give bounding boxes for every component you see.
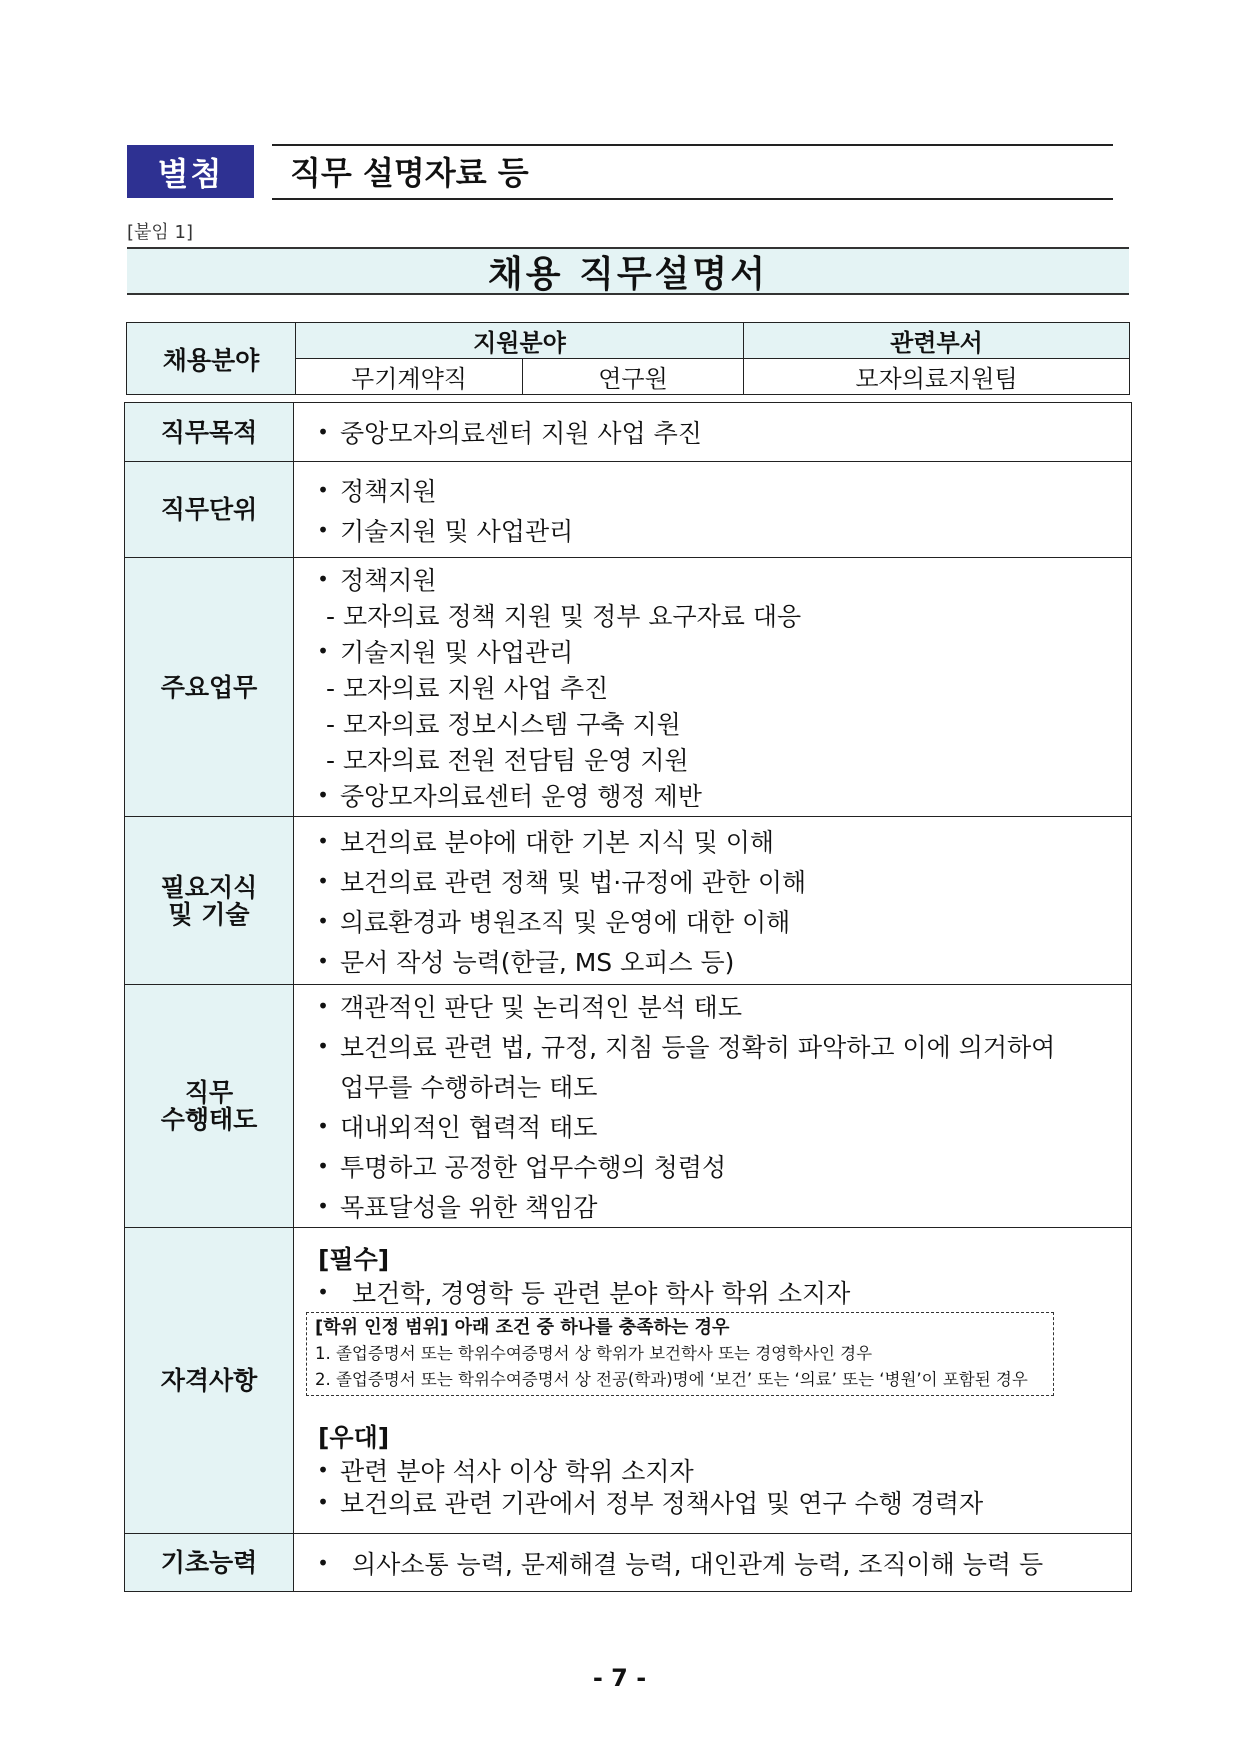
basic-label: 기초능력 [125,1534,294,1592]
list-item-continuation: 업무를 수행하려는 태도 [340,1073,598,1102]
skills-content [294,817,1132,985]
list-item: • 관련 분야 석사 이상 학위 소지자 [317,1456,694,1486]
qualifications-label: 자격사항 [125,1228,294,1534]
list-item: • 대내외적인 협력적 태도 [317,1113,598,1142]
degree-recognition-box [306,1312,1054,1396]
list-item: • 의사소통 능력, 문제해결 능력, 대인관계 능력, 조직이해 능력 등 [317,1549,1044,1579]
units-label: 직무단위 [125,462,294,558]
sub-item: - 모자의료 전원 전담팀 운영 지원 [326,746,689,775]
contract-type: 무기계약직 [296,359,523,395]
list-item: • 보건의료 관련 정책 및 법·규정에 관한 이해 [317,867,807,897]
sub-item: - 모자의료 정보시스템 구축 지원 [326,710,681,739]
list-item: • 기술지원 및 사업관리 [317,516,574,546]
header-rule-top [272,144,1113,146]
row-duties [125,558,1132,817]
list-item: • 목표달성을 위한 책임감 [317,1193,598,1222]
duties-label: 주요업무 [125,558,294,817]
list-item: • 보건의료 분야에 대한 기본 지식 및 이해 [317,827,775,857]
list-item: • 중앙모자의료센터 지원 사업 추진 [317,419,702,448]
list-item: • 기술지원 및 사업관리 [317,638,574,667]
list-item: • 중앙모자의료센터 운영 행정 제반 [317,782,702,811]
recruitment-table [126,322,1130,395]
row-units [125,462,1132,558]
list-item: • 정책지원 [317,566,437,595]
skills-label: 필요지식 및 기술 [125,817,294,985]
list-item: • 보건의료 관련 기관에서 정부 정책사업 및 연구 수행 경력자 [317,1488,984,1518]
dept-label: 관련부서 [744,323,1130,359]
list-item: • 정책지원 [317,476,437,506]
row-purpose [125,403,1132,462]
job-description-table [124,402,1132,1592]
box-condition-2: 2. 졸업증명서 또는 학위수여증명서 상 전공(학과)명에 ‘보건’ 또는 ‘의료’ 또는 ‘병원’이 포함된 경우 [315,1369,1028,1389]
attitude-label: 직무 수행태도 [125,985,294,1228]
row-skills [125,817,1132,985]
list-item: • 투명하고 공정한 업무수행의 청렴성 [317,1153,727,1182]
apply-field-label: 지원분야 [296,323,744,359]
box-heading: [학위 인정 범위] 아래 조건 중 하나를 충족하는 경우 [315,1316,730,1338]
list-item: • 의료환경과 병원조직 및 운영에 대한 이해 [317,907,791,937]
purpose-content [294,403,1132,462]
box-condition-1: 1. 졸업증명서 또는 학위수여증명서 상 학위가 보건학사 또는 경영학사인 경우 [315,1343,873,1363]
row-basic [125,1534,1132,1592]
basic-content [294,1534,1132,1592]
sub-item: - 모자의료 정책 지원 및 정부 요구자료 대응 [326,602,802,631]
duties-content [294,558,1132,817]
position: 연구원 [523,359,744,395]
row-attitude [125,985,1132,1228]
page-number: - 7 - [592,1664,647,1692]
units-content [294,462,1132,558]
field-label: 채용분야 [127,323,296,395]
required-heading: [필수] [318,1244,390,1274]
preferred-heading: [우대] [318,1422,390,1452]
list-item: • 문서 작성 능력(한글, MS 오피스 등) [317,947,735,977]
attitude-content [294,985,1132,1228]
row-qualifications [125,1228,1132,1534]
department: 모자의료지원팀 [744,359,1130,395]
header-rule-bottom [272,198,1113,200]
document-title: 채용 직무설명서 [127,247,1129,295]
purpose-label: 직무목적 [125,403,294,462]
list-item: • 객관적인 판단 및 논리적인 분석 태도 [317,993,742,1022]
qualifications-content [294,1228,1132,1534]
sub-item: - 모자의료 지원 사업 추진 [326,674,609,703]
section-badge: 별첨 [127,145,254,198]
list-item: • 보건학, 경영학 등 관련 분야 학사 학위 소지자 [317,1278,851,1308]
section-title: 직무 설명자료 등 [290,154,529,192]
attachment-label: [붙임 1] [127,222,193,243]
list-item: • 보건의료 관련 법, 규정, 지침 등을 정확히 파악하고 이에 의거하여 [317,1033,1056,1062]
